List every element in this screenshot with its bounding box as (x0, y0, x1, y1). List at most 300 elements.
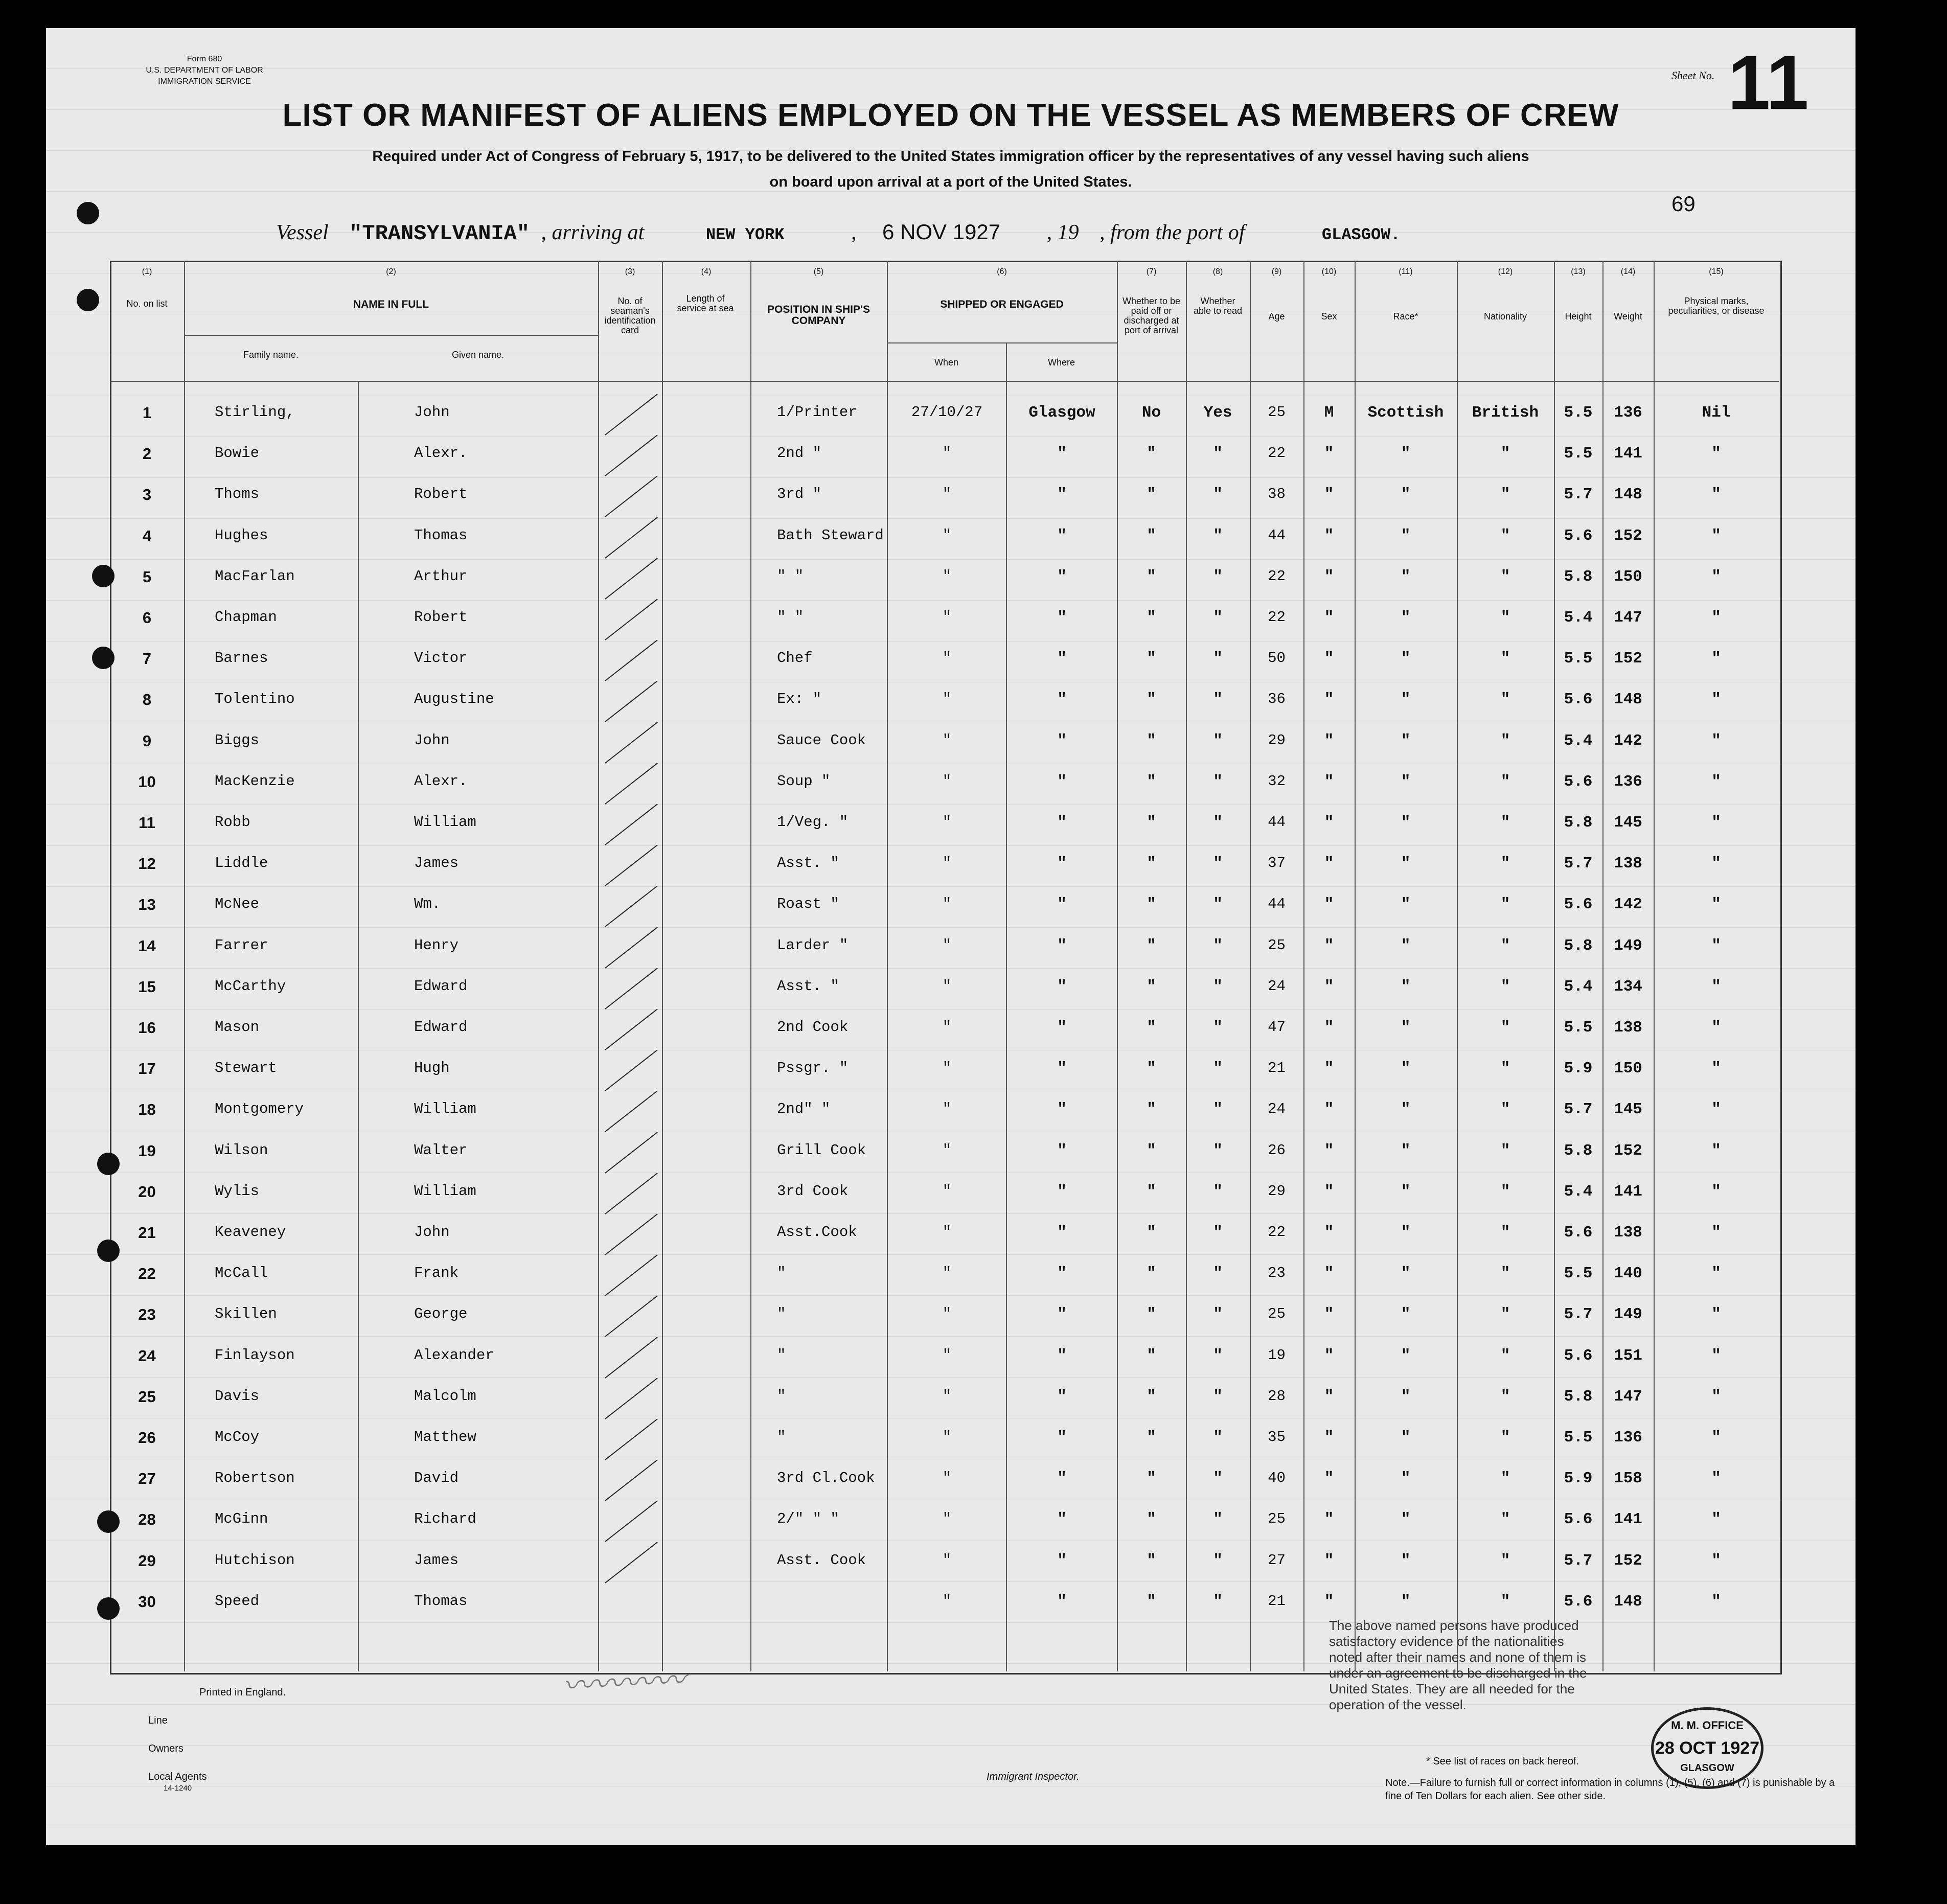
cell-position: 3rd " (777, 486, 822, 503)
cell-position: " (777, 1305, 786, 1323)
cell-age: 38 (1268, 486, 1286, 503)
col-num-4: (4) (701, 267, 712, 276)
cell-race: " (1401, 855, 1411, 873)
cell-height: 5.6 (1564, 526, 1593, 545)
cell-age: 19 (1268, 1346, 1286, 1364)
hdr-where: Where (1047, 357, 1075, 368)
cell-weight: 148 (1614, 691, 1642, 709)
cell-when: " (942, 567, 952, 585)
cell-sex: " (1324, 977, 1334, 996)
cell-nat: " (1500, 650, 1510, 668)
cell-weight: 158 (1614, 1470, 1642, 1488)
cell-given: Malcolm (414, 1387, 476, 1405)
cell-nat: " (1500, 731, 1510, 750)
cell-family: Biggs (215, 731, 260, 749)
col-num-12: (12) (1498, 267, 1513, 276)
hdr-race: Race* (1393, 311, 1418, 322)
cell-nat: " (1500, 691, 1510, 709)
col-num-14: (14) (1620, 267, 1636, 276)
cell-marks: " (1711, 1429, 1721, 1447)
cell-family: McGinn (215, 1510, 268, 1528)
cell-sex: " (1324, 691, 1334, 709)
cell-family: Robb (215, 814, 250, 831)
cell-given: John (414, 1224, 450, 1241)
cell-sex: " (1324, 1141, 1334, 1160)
cell-where: " (1057, 855, 1067, 873)
from-port: GLASGOW. (1321, 225, 1401, 244)
cell-age: 50 (1268, 650, 1286, 667)
cell-where: " (1057, 1141, 1067, 1160)
arrival-date: 6 NOV 1927 (882, 220, 1001, 244)
cell-age: 25 (1268, 936, 1286, 954)
cell-position: 1/Printer (777, 404, 857, 421)
cell-when: " (942, 1265, 952, 1282)
cell-given: Matthew (414, 1429, 476, 1446)
cell-height: 5.4 (1564, 977, 1593, 996)
table-row (46, 691, 1856, 731)
cell-read: " (1213, 1429, 1223, 1447)
cell-marks: " (1711, 650, 1721, 668)
vessel-label: Vessel (276, 221, 329, 244)
line-label: Line (148, 1715, 168, 1726)
punch-hole-icon (97, 1153, 120, 1175)
cell-read: " (1213, 445, 1223, 463)
stamp-top: M. M. OFFICE (1671, 1719, 1744, 1732)
cell-marks: " (1711, 526, 1721, 545)
arriving-label: , arriving at (541, 221, 645, 244)
cell-weight: 150 (1614, 1060, 1642, 1078)
cell-read: " (1213, 1224, 1223, 1242)
hdr-when: When (934, 357, 959, 368)
table-row (46, 814, 1856, 855)
cell-no: 23 (138, 1305, 156, 1324)
cell-sex: " (1324, 1470, 1334, 1488)
cell-where: " (1057, 1551, 1067, 1570)
cell-age: 32 (1268, 772, 1286, 790)
cell-family: Liddle (215, 855, 268, 872)
cell-marks: " (1711, 1510, 1721, 1529)
cell-family: McNee (215, 896, 260, 913)
cell-nat: British (1472, 404, 1539, 422)
cell-age: 37 (1268, 855, 1286, 872)
cell-read: " (1213, 691, 1223, 709)
cell-when: " (942, 1592, 952, 1610)
cell-race: Scottish (1367, 404, 1444, 422)
cell-family: Skillen (215, 1305, 277, 1323)
cell-sex: " (1324, 814, 1334, 832)
col-num-1: (1) (142, 267, 152, 276)
cell-sex: " (1324, 1019, 1334, 1037)
cell-given: David (414, 1470, 459, 1487)
table-row (46, 404, 1856, 445)
cell-sex: " (1324, 1060, 1334, 1078)
punch-hole-icon (77, 289, 99, 311)
cell-height: 5.6 (1564, 1346, 1593, 1365)
cell-where: " (1057, 1019, 1067, 1037)
cell-position: 3rd Cook (777, 1182, 849, 1200)
cell-family: Stirling, (215, 404, 295, 421)
table-row (46, 978, 1856, 1019)
cell-age: 21 (1268, 1060, 1286, 1077)
cell-weight: 138 (1614, 855, 1642, 873)
cell-where: " (1057, 1510, 1067, 1529)
hdr-weight: Weight (1614, 311, 1642, 322)
cell-read: " (1213, 1265, 1223, 1283)
cell-given: Richard (414, 1510, 476, 1528)
cell-nat: " (1500, 1429, 1510, 1447)
header-divider (110, 381, 1779, 382)
table-row (46, 1429, 1856, 1470)
cell-position: 3rd Cl.Cook (777, 1470, 875, 1487)
cell-sex: " (1324, 1224, 1334, 1242)
cell-given: Thomas (414, 526, 468, 544)
cell-no: 17 (138, 1060, 156, 1078)
cell-sex: " (1324, 731, 1334, 750)
cell-height: 5.8 (1564, 567, 1593, 586)
cell-race: " (1401, 1551, 1411, 1570)
hdr-seaman-card: No. of seaman's identification card (604, 296, 656, 335)
hdr-nationality: Nationality (1483, 311, 1527, 322)
table-row (46, 1305, 1856, 1346)
cell-nat: " (1500, 1592, 1510, 1611)
cell-age: 22 (1268, 1224, 1286, 1241)
cell-age: 22 (1268, 609, 1286, 626)
cell-nat: " (1500, 1305, 1510, 1324)
cell-no: 11 (139, 814, 155, 832)
cell-marks: " (1711, 936, 1721, 955)
cell-nat: " (1500, 1019, 1510, 1037)
cell-paid: " (1147, 445, 1156, 463)
cell-position: Chef (777, 650, 813, 667)
cell-marks: " (1711, 1224, 1721, 1242)
cell-weight: 150 (1614, 567, 1642, 586)
cell-race: " (1401, 1305, 1411, 1324)
punch-hole-icon (97, 1240, 120, 1262)
cell-position: Asst. " (777, 977, 839, 995)
cell-height: 5.5 (1564, 445, 1593, 463)
cell-when: " (942, 1387, 952, 1405)
cell-where: " (1057, 1592, 1067, 1611)
cell-weight: 141 (1614, 1182, 1642, 1201)
cell-where: " (1057, 1387, 1067, 1406)
cell-race: " (1401, 526, 1411, 545)
cell-height: 5.6 (1564, 1510, 1593, 1529)
hdr-name-in-full: NAME IN FULL (353, 299, 429, 310)
cell-position: " (777, 1265, 786, 1282)
cell-height: 5.7 (1564, 486, 1593, 504)
races-note: * See list of races on back hereof. (1426, 1756, 1579, 1767)
cell-when: " (942, 855, 952, 872)
cell-weight: 140 (1614, 1265, 1642, 1283)
cell-given: Thomas (414, 1592, 468, 1610)
cell-position: Ex: " (777, 691, 822, 708)
cell-paid: " (1147, 1019, 1156, 1037)
cell-family: Barnes (215, 650, 268, 667)
cell-sex: " (1324, 567, 1334, 586)
cell-family: Wylis (215, 1182, 260, 1200)
cell-weight: 152 (1614, 1551, 1642, 1570)
cell-given: George (414, 1305, 468, 1323)
cell-weight: 149 (1614, 936, 1642, 955)
cell-marks: " (1711, 486, 1721, 504)
table-row (46, 1100, 1856, 1141)
cell-when: 27/10/27 (911, 404, 983, 421)
cell-where: " (1057, 896, 1067, 914)
col-num-10: (10) (1321, 267, 1337, 276)
cell-no: 21 (138, 1224, 156, 1242)
cell-no: 9 (142, 731, 152, 750)
cell-family: Hutchison (215, 1551, 295, 1569)
cell-where: Glasgow (1028, 404, 1095, 422)
page-count: 69 (1671, 192, 1696, 216)
cell-given: Walter (414, 1141, 468, 1159)
divider (887, 342, 1117, 343)
cell-read: " (1213, 855, 1223, 873)
cell-weight: 141 (1614, 445, 1642, 463)
cell-nat: " (1500, 1141, 1510, 1160)
cell-nat: " (1500, 855, 1510, 873)
cell-no: 18 (138, 1100, 156, 1119)
cell-weight: 138 (1614, 1224, 1642, 1242)
table-row (46, 1470, 1856, 1510)
cell-marks: " (1711, 1141, 1721, 1160)
cell-given: Robert (414, 486, 468, 503)
cell-position: " (777, 1346, 786, 1364)
cell-weight: 147 (1614, 609, 1642, 627)
cell-no: 7 (142, 650, 152, 668)
cell-position: Pssgr. " (777, 1060, 849, 1077)
cell-when: " (942, 1510, 952, 1528)
cell-sex: " (1324, 609, 1334, 627)
table-row (46, 1510, 1856, 1551)
cell-read: " (1213, 772, 1223, 791)
cell-paid: " (1147, 1429, 1156, 1447)
cell-family: Thoms (215, 486, 260, 503)
cell-read: " (1213, 650, 1223, 668)
cell-weight: 134 (1614, 977, 1642, 996)
cell-family: Mason (215, 1019, 260, 1036)
cell-paid: " (1147, 977, 1156, 996)
comma: , (851, 221, 857, 244)
cell-position: Bath Steward (777, 526, 884, 544)
cell-no: 27 (138, 1470, 156, 1488)
cell-paid: " (1147, 1100, 1156, 1119)
col-num-7: (7) (1146, 267, 1157, 276)
cell-read: " (1213, 609, 1223, 627)
cell-position: 2nd " (777, 445, 822, 462)
cell-no: 3 (142, 486, 152, 504)
cell-paid: " (1147, 731, 1156, 750)
form-code: 14-1240 (164, 1784, 192, 1793)
cell-nat: " (1500, 567, 1510, 586)
cell-position: Sauce Cook (777, 731, 866, 749)
cell-where: " (1057, 1346, 1067, 1365)
cell-where: " (1057, 814, 1067, 832)
cell-no: 20 (138, 1182, 156, 1201)
cell-nat: " (1500, 1060, 1510, 1078)
cell-where: " (1057, 526, 1067, 545)
cell-given: Arthur (414, 567, 468, 585)
cell-given: Augustine (414, 691, 494, 708)
cell-height: 5.6 (1564, 772, 1593, 791)
cell-no: 13 (138, 896, 156, 914)
agents-label: Local Agents (148, 1771, 207, 1782)
cell-when: " (942, 1470, 952, 1487)
punch-hole-icon (92, 647, 114, 669)
cell-position: " " (777, 567, 804, 585)
cell-age: 35 (1268, 1429, 1286, 1446)
cell-race: " (1401, 1265, 1411, 1283)
cell-where: " (1057, 731, 1067, 750)
cell-no: 14 (138, 936, 156, 955)
cell-no: 30 (138, 1592, 156, 1611)
cell-paid: " (1147, 486, 1156, 504)
cell-marks: " (1711, 609, 1721, 627)
cell-given: Frank (414, 1265, 459, 1282)
cell-weight: 147 (1614, 1387, 1642, 1406)
cell-weight: 149 (1614, 1305, 1642, 1324)
cell-paid: " (1147, 1387, 1156, 1406)
cell-sex: " (1324, 445, 1334, 463)
hdr-given-name: Given name. (451, 350, 505, 360)
punch-hole-icon (97, 1510, 120, 1533)
cell-paid: " (1147, 567, 1156, 586)
cell-when: " (942, 1060, 952, 1077)
cell-paid: " (1147, 896, 1156, 914)
cell-read: " (1213, 936, 1223, 955)
cell-marks: Nil (1702, 404, 1731, 422)
cell-when: " (942, 691, 952, 708)
cell-where: " (1057, 1100, 1067, 1119)
cell-family: Bowie (215, 445, 260, 462)
cell-race: " (1401, 1346, 1411, 1365)
stamp-date: 28 OCT 1927 (1655, 1738, 1760, 1758)
cell-where: " (1057, 1182, 1067, 1201)
cell-no: 22 (138, 1265, 156, 1283)
cell-age: 29 (1268, 1182, 1286, 1200)
cell-paid: " (1147, 691, 1156, 709)
cell-height: 5.7 (1564, 1551, 1593, 1570)
vessel-line (276, 220, 1401, 246)
cell-marks: " (1711, 772, 1721, 791)
cell-when: " (942, 1305, 952, 1323)
cell-given: Victor (414, 650, 468, 667)
cell-race: " (1401, 1592, 1411, 1611)
cell-age: 21 (1268, 1592, 1286, 1610)
table-row (46, 1019, 1856, 1060)
cell-sex: " (1324, 1510, 1334, 1529)
cell-age: 22 (1268, 567, 1286, 585)
cell-family: Hughes (215, 526, 268, 544)
cell-family: Tolentino (215, 691, 295, 708)
cell-read: " (1213, 1305, 1223, 1324)
department: U.S. DEPARTMENT OF LABOR (146, 66, 263, 75)
cell-race: " (1401, 650, 1411, 668)
cell-paid: " (1147, 772, 1156, 791)
cell-when: " (942, 486, 952, 503)
cell-height: 5.5 (1564, 1019, 1593, 1037)
cell-weight: 136 (1614, 772, 1642, 791)
col-num-9: (9) (1271, 267, 1282, 276)
cell-age: 44 (1268, 896, 1286, 913)
hdr-shipped: SHIPPED OR ENGAGED (940, 299, 1064, 310)
hdr-height: Height (1565, 311, 1592, 322)
cell-family: Finlayson (215, 1346, 295, 1364)
cell-no: 5 (142, 567, 152, 586)
cell-paid: " (1147, 650, 1156, 668)
col-num-6: (6) (997, 267, 1007, 276)
cell-sex: " (1324, 936, 1334, 955)
hdr-family-name: Family name. (243, 350, 299, 360)
sheet-number: 11 (1728, 39, 1809, 125)
punch-hole-icon (97, 1597, 120, 1620)
cell-read: " (1213, 1470, 1223, 1488)
cell-age: 40 (1268, 1470, 1286, 1487)
cell-read: " (1213, 896, 1223, 914)
col-num-11: (11) (1399, 267, 1413, 276)
cell-given: William (414, 1100, 476, 1118)
cell-nat: " (1500, 1510, 1510, 1529)
col-num-15: (15) (1709, 267, 1724, 276)
cell-paid: No (1141, 404, 1161, 422)
cell-family: Stewart (215, 1060, 277, 1077)
cell-when: " (942, 1019, 952, 1036)
cell-paid: " (1147, 1346, 1156, 1365)
cell-where: " (1057, 1429, 1067, 1447)
col-num-5: (5) (813, 267, 824, 276)
cell-paid: " (1147, 1510, 1156, 1529)
cell-height: 5.8 (1564, 936, 1593, 955)
table-row (46, 1224, 1856, 1265)
cell-given: Edward (414, 1019, 468, 1036)
cell-given: James (414, 1551, 459, 1569)
cell-marks: " (1711, 1060, 1721, 1078)
cell-read: " (1213, 1551, 1223, 1570)
table-row (46, 732, 1856, 773)
cell-sex: " (1324, 650, 1334, 668)
cell-race: " (1401, 609, 1411, 627)
owners-label: Owners (148, 1743, 184, 1754)
cell-height: 5.6 (1564, 1592, 1593, 1611)
cell-age: 24 (1268, 977, 1286, 995)
cell-position: " (777, 1387, 786, 1405)
cell-sex: " (1324, 486, 1334, 504)
year-label: , 19 (1046, 221, 1079, 244)
cell-no: 25 (138, 1387, 156, 1406)
form-number: Form 680 (187, 55, 222, 63)
cell-race: " (1401, 731, 1411, 750)
subtitle-2: on board upon arrival at a port of the United States. (769, 174, 1132, 190)
table-row (46, 568, 1856, 609)
hdr-position: POSITION IN SHIP'S COMPANY (767, 304, 871, 327)
cell-family: MacKenzie (215, 772, 295, 790)
cell-nat: " (1500, 936, 1510, 955)
cell-age: 44 (1268, 526, 1286, 544)
cell-position: 2nd Cook (777, 1019, 849, 1036)
cell-paid: " (1147, 1305, 1156, 1324)
cell-position: Roast " (777, 896, 839, 913)
cell-read: " (1213, 1182, 1223, 1201)
cell-nat: " (1500, 977, 1510, 996)
cell-marks: " (1711, 1100, 1721, 1119)
arriving-port: NEW YORK (705, 225, 785, 244)
cell-where: " (1057, 567, 1067, 586)
cell-race: " (1401, 1387, 1411, 1406)
divider (184, 335, 598, 336)
cell-read: " (1213, 486, 1223, 504)
cell-read: " (1213, 814, 1223, 832)
cell-given: Wm. (414, 896, 441, 913)
